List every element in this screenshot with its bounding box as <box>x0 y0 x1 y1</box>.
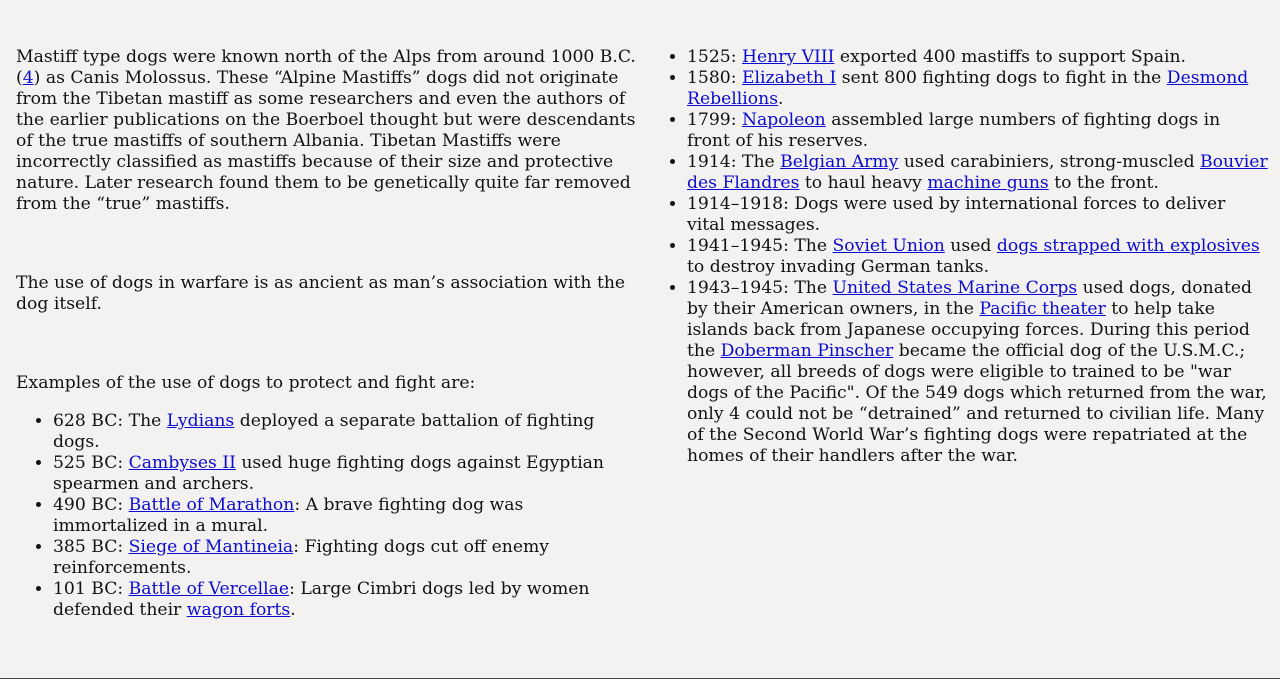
list-item <box>687 110 1268 152</box>
item-text: 1941–1945: The <box>687 236 833 256</box>
link-battle-of-marathon[interactable]: Battle of Marathon <box>128 495 295 515</box>
link-elizabeth-i[interactable]: Elizabeth I <box>742 68 837 88</box>
link-cambyses[interactable]: Cambyses II <box>128 453 236 473</box>
item-text: . <box>290 600 296 620</box>
item-text: used dogs, donated by their American owners, in the <box>687 278 1253 319</box>
intro-text-start: Mastiff type dogs were known north of the Alps from around 1000 B.C. ( <box>16 47 636 88</box>
item-text: used <box>944 236 997 256</box>
item-text: used carabiniers, strong-muscled <box>898 152 1201 172</box>
intro-text-rest: ) as Canis Molossus. These “Alpine Mastiffs” dogs did not originate from the Tibetan mastiff as some researchers and even the authors of the earlier publications on the Boerboel thought but were descendants of the true mastiffs of southern Albania. Tibetan Mastiffs were incorrectly classified as mastiffs because of their size and protective nature. Later research found them to be genetically quite far removed from the “true” mastiffs. <box>16 68 636 214</box>
link-pacific-theater[interactable]: Pacific theater <box>979 299 1106 319</box>
item-text: 1914–1918: Dogs were used by international forces to deliver vital messages. <box>687 194 1226 235</box>
list-item <box>687 152 1268 194</box>
item-text: 1914: The <box>687 152 781 172</box>
item-text: 1943–1945: The <box>687 278 833 298</box>
list-item <box>53 579 636 621</box>
item-text: deployed a separate battalion of fighting dogs. <box>53 411 595 452</box>
item-text: 525 BC: <box>53 453 129 473</box>
list-item <box>53 453 636 495</box>
item-text: to destroy invading German tanks. <box>687 257 990 277</box>
item-text: 101 BC: <box>53 579 129 599</box>
list-item <box>687 68 1268 110</box>
item-text: : A brave fighting dog was immortalized in a mural. <box>53 495 524 536</box>
link-lydians[interactable]: Lydians <box>166 411 235 431</box>
item-text: used huge fighting dogs against Egyptian spearmen and archers. <box>53 453 605 494</box>
list-item <box>53 495 636 537</box>
item-text: to help take islands back from Japanese occupying forces. During this period the <box>687 299 1250 361</box>
link-battle-of-vercellae[interactable]: Battle of Vercellae <box>128 579 290 599</box>
item-text: exported 400 mastiffs to support Spain. <box>834 47 1186 67</box>
link-belgian-army[interactable]: Belgian Army <box>780 152 899 172</box>
item-text: : Large Cimbri dogs led by women defended their <box>53 579 590 620</box>
list-item <box>53 411 636 453</box>
item-text: 1799: <box>687 110 742 130</box>
link-machine-guns[interactable]: machine guns <box>927 173 1049 193</box>
item-text: assembled large numbers of fighting dogs in front of his reserves. <box>687 110 1221 151</box>
item-text: 1525: <box>687 47 742 67</box>
item-text: 385 BC: <box>53 537 129 557</box>
link-henry-viii[interactable]: Henry VIII <box>742 47 835 67</box>
link-dogs-strapped-with-explosives[interactable]: dogs strapped with explosives <box>996 236 1260 256</box>
item-text: became the official dog of the U.S.M.C.; however, all breeds of dogs were eligible to trained to be "war dogs of the Pacific". Of the 549 dogs which returned from the war, only 4 could not be “detrained” and returned to civilian life. Many of the Second World War’s fighting dogs were repatriated at the homes of their handlers after the war. <box>687 341 1267 466</box>
warfare-paragraph: The use of dogs in warfare is as ancient as man’s association with the dog itself. <box>16 273 626 314</box>
item-text: . <box>778 89 784 109</box>
list-item <box>687 47 1268 68</box>
item-text: to the front. <box>1048 173 1159 193</box>
link-soviet-union[interactable]: Soviet Union <box>832 236 945 256</box>
link-us-marine-corps[interactable]: United States Marine Corps <box>832 278 1078 298</box>
link-desmond-rebellions[interactable]: Desmond Rebellions <box>687 68 1249 109</box>
modern-examples-list <box>668 47 1268 467</box>
item-text: 628 BC: The <box>53 411 167 431</box>
link-doberman-pinscher[interactable]: Doberman Pinscher <box>720 341 894 361</box>
left-column <box>16 47 636 621</box>
ancient-examples-list <box>16 411 636 621</box>
link-siege-of-mantineia[interactable]: Siege of Mantineia <box>128 537 294 557</box>
list-item <box>53 537 636 579</box>
examples-heading: Examples of the use of dogs to protect and fight are: <box>16 373 476 393</box>
item-text: 1580: <box>687 68 742 88</box>
link-wagon-forts[interactable]: wagon forts <box>186 600 291 620</box>
list-item <box>687 194 1268 236</box>
list-item <box>687 236 1268 278</box>
item-text: sent 800 fighting dogs to fight in the <box>836 68 1167 88</box>
link-napoleon[interactable]: Napoleon <box>742 110 826 130</box>
link-bouvier-des-flandres[interactable]: Bouvier des Flandres <box>687 152 1268 193</box>
list-item <box>687 278 1268 467</box>
right-column <box>668 47 1268 467</box>
item-text: to haul heavy <box>799 173 928 193</box>
intro-paragraph <box>16 47 636 215</box>
item-text: 490 BC: <box>53 495 129 515</box>
item-text: : Fighting dogs cut off enemy reinforcements. <box>53 537 550 578</box>
reference-link-4[interactable]: 4 <box>22 68 34 88</box>
